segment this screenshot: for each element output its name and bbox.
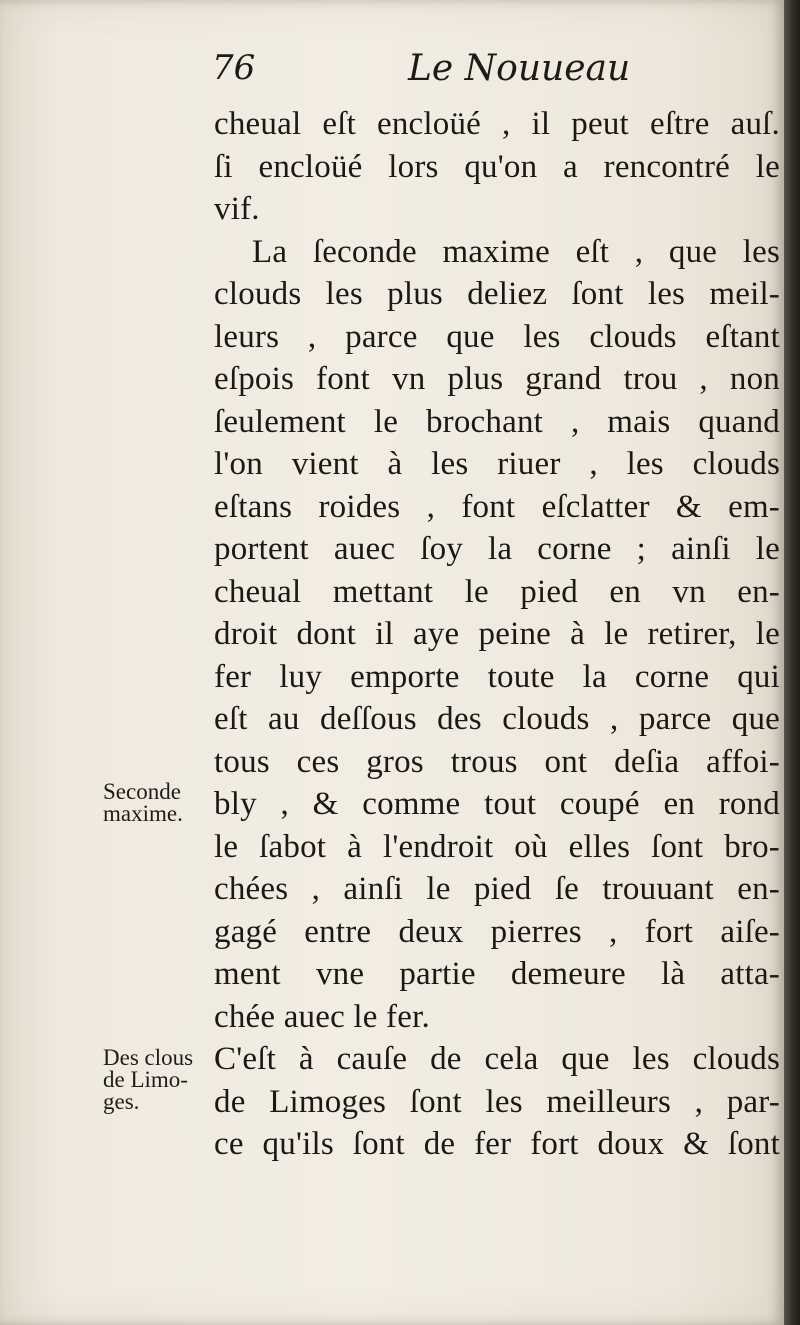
text-line: gagé entre deux pierres , fort aiſe- [214, 913, 780, 950]
running-head: Le Nouueau [408, 48, 631, 89]
text-line: portent auec ſoy la corne ; ainſi le [214, 531, 780, 567]
sidenote-line: ges. [103, 1089, 140, 1114]
text-line: de Limoges ſont les meilleurs , par- [214, 1083, 780, 1120]
sidenote-line: maxime. [103, 801, 183, 826]
body-text [214, 103, 780, 1166]
text-line: chées , ainſi le pied ſe trouuant en- [214, 871, 780, 907]
text-line: fer luy emporte toute la corne qui [214, 658, 780, 695]
book-spine [784, 0, 800, 1325]
text-line: tous ces gros trous ont deſia affoi- [214, 743, 780, 780]
sidenote-line: de Limo- [103, 1067, 188, 1092]
page-header [212, 48, 772, 98]
sidenote-line: Seconde [103, 779, 181, 804]
text-line: ment vne partie demeure là atta- [214, 956, 780, 992]
text-line: eſpois font vn plus grand trou , non [214, 361, 780, 397]
text-line: cheual eſt encloüé , il peut eſtre auſ. [214, 106, 780, 142]
text-line: eſt au deſſous des clouds , parce que [214, 701, 780, 737]
text-line: La ſeconde maxime eſt , que les [252, 233, 780, 270]
text-line: l'on vient à les riuer , les clouds [214, 446, 780, 482]
text-line: vif. [214, 191, 260, 227]
text-line: ſeulement le brochant , mais quand [214, 403, 780, 440]
sidenote-seconde-maxime [103, 781, 183, 825]
text-line: clouds les plus deliez ſont les meil- [214, 276, 780, 312]
page-number: 76 [212, 48, 256, 88]
text-line: cheual mettant le pied en vn en- [214, 573, 780, 610]
text-line: ſi encloüé lors qu'on a rencontré le [214, 148, 780, 185]
text-line: le ſabot à l'endroit où elles ſont bro- [214, 828, 780, 865]
text-line: ce qu'ils ſont de fer fort doux & ſont [214, 1126, 780, 1162]
sidenote-des-clous [103, 1047, 193, 1113]
text-line: droit dont il aye peine à le retirer, le [214, 616, 780, 652]
text-line: eſtans roides , font eſclatter & em- [214, 488, 780, 525]
text-line: C'eſt à cauſe de cela que les clouds [214, 1041, 780, 1077]
text-line: chée auec le fer. [214, 998, 430, 1035]
sidenote-line: Des clous [103, 1045, 194, 1070]
text-line: bly , & comme tout coupé en rond [214, 786, 780, 822]
text-line: leurs , parce que les clouds eſtant [214, 318, 780, 355]
